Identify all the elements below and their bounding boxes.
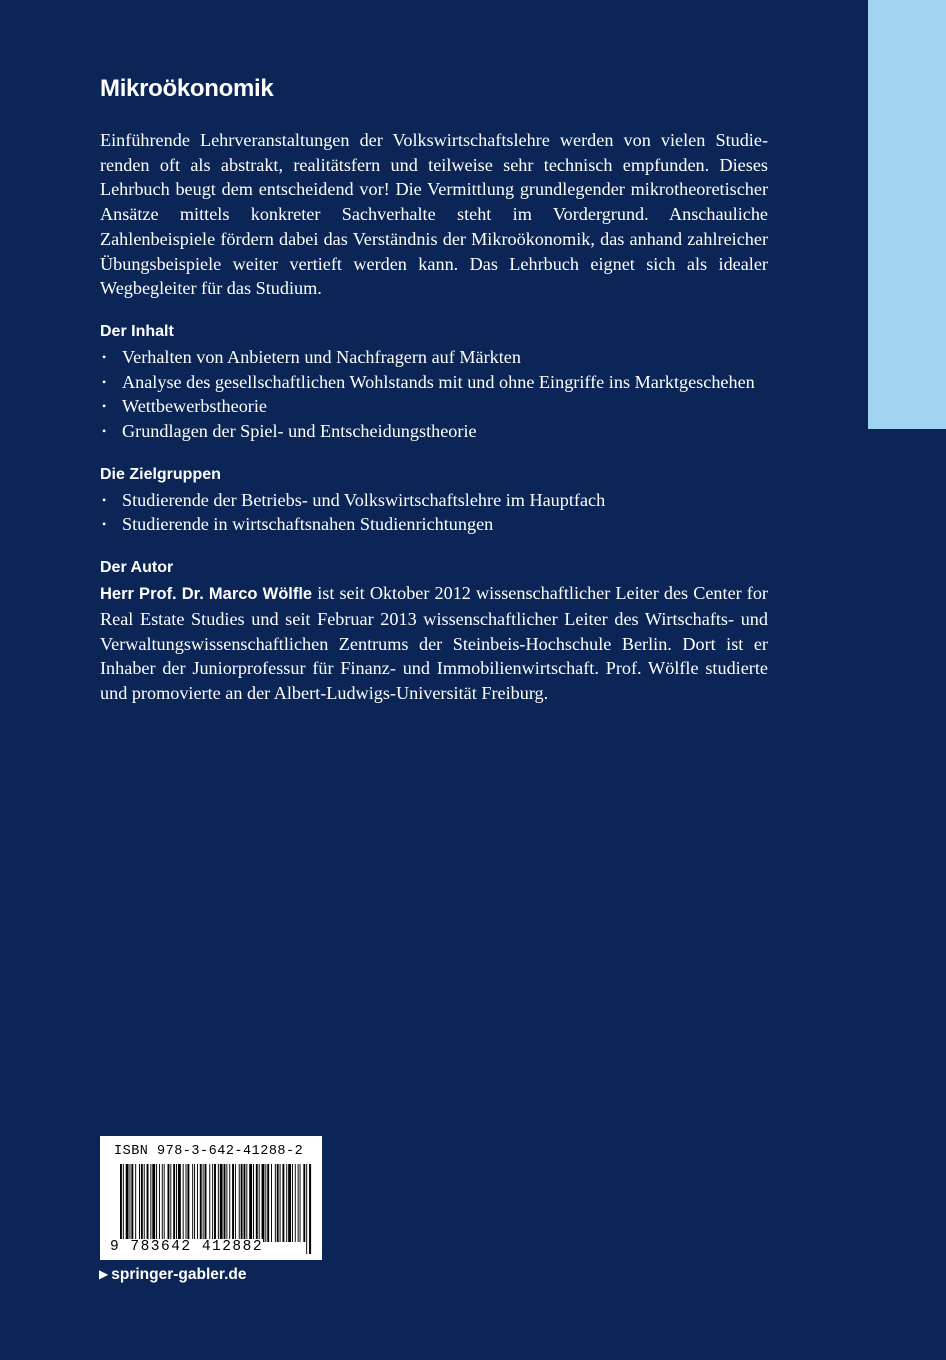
author-bio: ist seit Oktober 2012 wissenschaftlicher Leiter des Center for Real Estate Studies und seit Februar 2013 wissenschaftlicher Leiter des Wirtschafts- und Verwaltungswissenschaftlichen Zentrums der Steinbeis-Hochschule Berlin. Dort ist er Inhaber der Juniorprofessur für Finanz- und Immobilienwirtschaft. Prof. Wölfle studierte und promovierte an der Albert-Ludwigs-Universität Freiburg. <box>100 583 768 703</box>
barcode-bar <box>303 1164 305 1242</box>
barcode-bar <box>277 1164 279 1242</box>
barcode-bar <box>271 1164 272 1242</box>
barcode-bar <box>298 1164 299 1242</box>
author-paragraph <box>100 581 768 706</box>
section-heading-inhalt: Der Inhalt <box>100 322 174 340</box>
ean-digits: 9 783642 412882 <box>110 1239 264 1255</box>
barcode-bar <box>239 1164 240 1242</box>
barcode-bar <box>141 1164 143 1242</box>
barcode-bar <box>139 1164 140 1242</box>
bullet-icon: • <box>102 517 107 532</box>
list-item: • Studierende der Betriebs- und Volkswirtschaftslehre im Hauptfach <box>100 488 768 513</box>
barcode-bar <box>265 1164 266 1242</box>
barcode-bar <box>186 1164 187 1242</box>
barcode-bar <box>246 1164 247 1242</box>
zielgruppen-list <box>100 488 768 537</box>
bullet-icon: • <box>102 399 107 414</box>
barcode-bar <box>176 1164 177 1242</box>
barcode-bar <box>130 1164 131 1242</box>
barcode-bar <box>295 1164 296 1242</box>
section-heading-zielgruppen: Die Zielgruppen <box>100 465 221 483</box>
list-item: • Wettbewerbstheorie <box>100 394 768 419</box>
publisher-website[interactable]: ▶ springer-gabler.de <box>99 1266 247 1283</box>
barcode-bar <box>147 1164 149 1242</box>
barcode-bar <box>183 1164 184 1242</box>
barcode-bar <box>164 1164 165 1242</box>
barcode-bar <box>286 1164 287 1242</box>
barcode-bar <box>253 1164 254 1242</box>
back-cover-text <box>100 74 768 706</box>
barcode-bar <box>226 1164 227 1242</box>
barcode-bar <box>135 1164 136 1242</box>
list-item: • Verhalten von Anbietern und Nachfragern auf Märkten <box>100 345 768 370</box>
isbn-label: ISBN 978-3-642-41288-2 <box>114 1144 304 1159</box>
barcode-bar <box>152 1164 155 1242</box>
accent-strip <box>868 0 946 429</box>
list-item: • Grundlagen der Spiel- und Entscheidungstheorie <box>100 419 768 444</box>
barcode-bar <box>292 1164 293 1242</box>
arrow-right-icon: ▶ <box>99 1267 109 1281</box>
barcode-bar <box>187 1164 189 1242</box>
barcode-bar <box>170 1164 171 1242</box>
barcode-bar <box>150 1164 151 1242</box>
barcode-bar <box>300 1164 301 1242</box>
bullet-icon: • <box>102 349 107 364</box>
barcode-bar <box>162 1164 163 1242</box>
book-title: Mikroökonomik <box>100 75 274 102</box>
barcode-bar <box>275 1164 276 1242</box>
barcode-bar <box>194 1164 195 1242</box>
barcode-bar <box>267 1164 269 1242</box>
intro-paragraph: Einführende Lehrveranstaltungen der Volkswirtschaftslehre werden von vielen Studierenden oft als abstrakt, realitätsfern und teilweise sehr technisch empfunden. Dieses Lehrbuch beugt dem entscheidend vor! Die Vermittlung grundlegender mikrotheoretischer Ansätze mittels konkreter Sachverhalte steht im Vordergrund. Anschauliche Zahlenbeispiele fördern dabei das Verständnis der Mikroökonomik, das anhand zahlreicher Übungsbeispiele weiter vertieft werden kann. Das Lehrbuch eignet sich als idealer Wegbegleiter für das Studium. <box>100 130 768 299</box>
barcode-bar <box>168 1164 170 1242</box>
barcode-bar <box>241 1164 243 1242</box>
author-name: Herr Prof. Dr. Marco Wölfle <box>100 585 313 604</box>
barcode-bar <box>197 1164 198 1242</box>
barcode-bar <box>244 1164 246 1242</box>
section-heading-autor: Der Autor <box>100 559 174 577</box>
barcode-bar <box>209 1164 210 1242</box>
barcode-bar <box>224 1164 226 1242</box>
bullet-icon: • <box>102 492 107 507</box>
bullet-icon: • <box>102 374 107 389</box>
barcode-bar <box>280 1164 281 1242</box>
barcode-bar <box>200 1164 202 1242</box>
list-item: • Studierende in wirtschaftsnahen Studienrichtungen <box>100 512 768 537</box>
bullet-icon: • <box>102 424 107 439</box>
barcode-bar <box>262 1164 265 1242</box>
barcode-bar <box>131 1164 133 1242</box>
barcode-bar <box>173 1164 175 1242</box>
barcode-bar <box>178 1164 181 1242</box>
isbn-barcode <box>100 1136 322 1260</box>
barcode-bar <box>282 1164 284 1242</box>
barcode-bar <box>256 1164 258 1242</box>
barcode-bar <box>144 1164 145 1242</box>
barcode-bar <box>288 1164 291 1242</box>
barcode-bar <box>232 1164 234 1242</box>
inhalt-list <box>100 345 768 444</box>
barcode-bar <box>192 1164 193 1242</box>
barcode-bar <box>205 1164 207 1242</box>
barcode-bar <box>159 1164 160 1242</box>
barcode-bar <box>235 1164 236 1242</box>
barcode-bar <box>259 1164 260 1242</box>
list-item: • Analyse des gesellschaftlichen Wohlstands mit und ohne Eingriffe ins Marktgeschehen <box>100 370 768 395</box>
barcode-bar <box>229 1164 230 1242</box>
barcode-bar <box>156 1164 157 1242</box>
barcode-bar <box>249 1164 252 1242</box>
barcode-bar <box>203 1164 204 1242</box>
